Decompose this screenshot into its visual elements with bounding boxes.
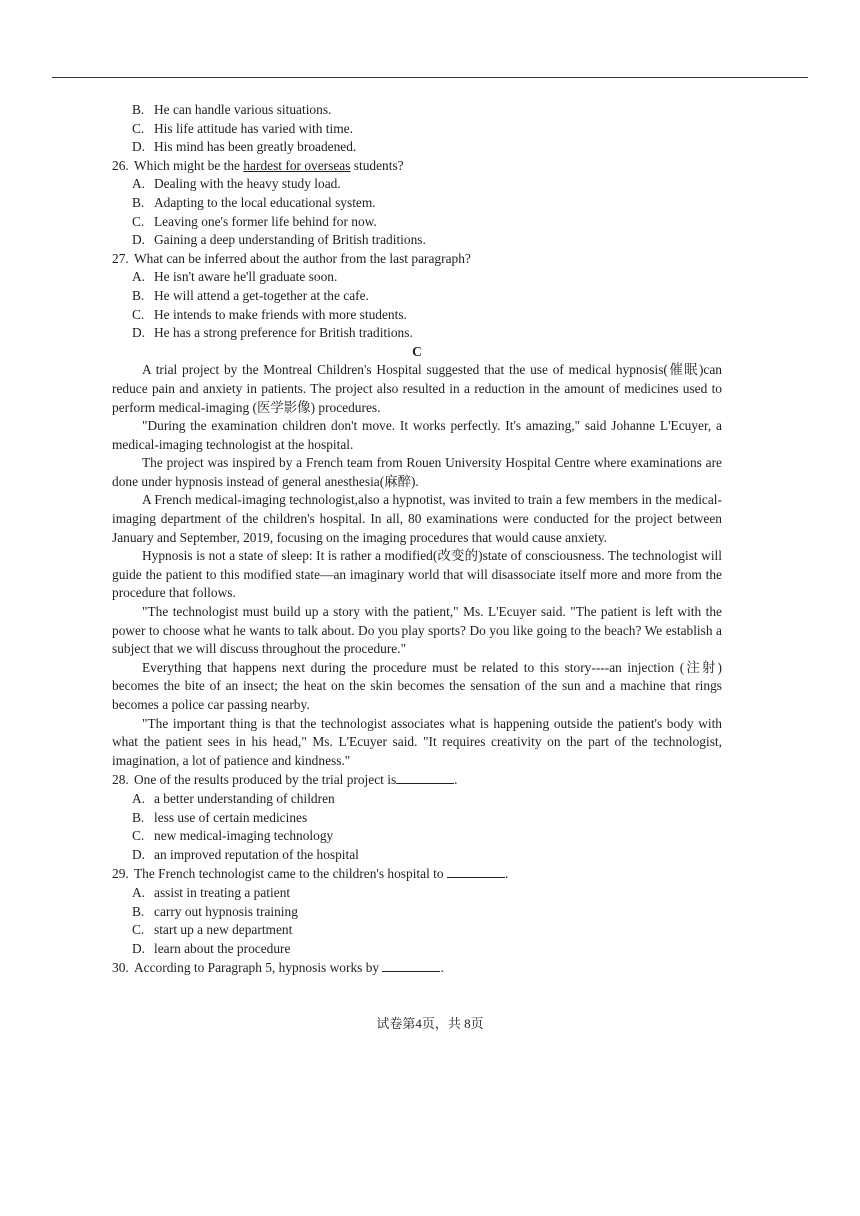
passage-paragraph-1: A trial project by the Montreal Children's Hospital suggested that the use of medical hypnosis(催眠)can reduce pain and anxiety in patients. The project also resulted in a reduction in the amount of medicines used to perform medical-imaging (医学影像) procedures. (112, 362, 722, 415)
option-text: His mind has been greatly broadened. (154, 139, 357, 155)
option-letter: B. (132, 903, 145, 919)
q25-options (112, 101, 722, 157)
option-letter: B. (132, 102, 145, 117)
question-text: One of the results produced by the trial project is (134, 772, 397, 788)
answer-blank (447, 864, 505, 878)
q27-option-d[interactable] (112, 324, 722, 343)
question-underlined-text: hardest for overseas (243, 157, 351, 173)
option-letter: C. (132, 306, 145, 322)
option-text: an improved reputation of the hospital (154, 846, 359, 862)
question-text: Which might be the (134, 157, 244, 173)
question-text-end: . (440, 960, 444, 976)
option-text: start up a new department (154, 922, 293, 938)
passage-paragraph-7: Everything that happens next during the procedure must be related to this story----an injection (注射) becomes the bite of an insect; the heat on the skin becomes the sensation of the sun and a machine that rings becomes a police car passing nearby. (112, 659, 722, 712)
header-rule (52, 77, 808, 78)
question-number: 27. (112, 250, 129, 266)
question-number: 26. (112, 157, 129, 173)
option-text: He intends to make friends with more students. (154, 306, 407, 322)
page-footer: 试卷第4页，共 8页 (376, 1016, 484, 1031)
q29-option-b[interactable] (112, 903, 722, 922)
answer-blank (382, 958, 440, 972)
q25-option-b[interactable] (112, 101, 722, 120)
q27-option-a[interactable] (112, 268, 722, 287)
option-text: new medical-imaging technology (154, 828, 334, 844)
question-number: 28. (112, 772, 129, 788)
question-text-end: . (504, 866, 509, 882)
option-letter: A. (132, 790, 146, 806)
option-text: assist in treating a patient (154, 884, 291, 900)
q29-option-d[interactable] (112, 940, 722, 959)
question-text-end: . (454, 772, 458, 788)
question-text: The French technologist came to the children's hospital to (134, 866, 444, 882)
option-text: Dealing with the heavy study load. (154, 176, 341, 192)
question-number: 29. (112, 866, 129, 882)
option-letter: D. (132, 325, 146, 341)
question-text-end: students? (350, 157, 404, 173)
option-letter: D. (132, 139, 146, 155)
option-letter: A. (132, 269, 146, 285)
option-text: His life attitude has varied with time. (154, 120, 353, 136)
q27-stem (112, 250, 722, 269)
option-text: less use of certain medicines (154, 809, 308, 825)
section-heading: C (412, 343, 422, 359)
option-text: Gaining a deep understanding of British traditions. (154, 232, 426, 248)
option-letter: B. (132, 287, 145, 303)
q25-option-c[interactable] (112, 120, 722, 139)
q29-stem (112, 864, 722, 884)
passage-paragraph-6: "The technologist must build up a story with the patient," Ms. L'Ecuyer said. "The patient is left with the power to choose what he wants to talk about. Do you play sports? Do you like going to the beach? We establish a subject that we will discuss throughout the procedure." (112, 604, 722, 657)
passage-paragraph-8: "The important thing is that the technologist associates what is happening outside the patient's body with what the patient sees in his head," Ms. L'Ecuyer said. "It requires creativity on the part of the technologist, imagination, a lot of patience and kindness." (112, 715, 722, 768)
q28-option-c[interactable] (112, 827, 722, 846)
option-text: He can handle various situations. (154, 102, 332, 117)
passage-paragraph-2: "During the examination children don't move. It works perfectly. It's amazing," said Johanne L'Ecuyer, a medical-imaging technologist at the hospital. (112, 418, 722, 452)
option-text: He will attend a get-together at the cafe. (154, 287, 369, 303)
option-text: Leaving one's former life behind for now. (154, 213, 377, 229)
q28-stem (112, 770, 722, 790)
option-letter: A. (132, 884, 146, 900)
option-letter: D. (132, 232, 146, 248)
q26-stem (112, 157, 722, 176)
q29-option-c[interactable] (112, 921, 722, 940)
option-letter: D. (132, 846, 146, 862)
option-letter: B. (132, 194, 145, 210)
q30-stem (112, 958, 722, 978)
exam-page-content (112, 101, 722, 978)
option-letter: C. (132, 120, 145, 136)
option-text: learn about the procedure (154, 940, 291, 956)
q26-option-c[interactable] (112, 213, 722, 232)
question-text: According to Paragraph 5, hypnosis works by (134, 960, 380, 976)
option-letter: B. (132, 809, 145, 825)
passage-paragraph-3: The project was inspired by a French team from Rouen University Hospital Centre where examinations are done under hypnosis instead of general anesthesia(麻醉). (112, 455, 722, 489)
q26-option-a[interactable] (112, 175, 722, 194)
option-text: He isn't aware he'll graduate soon. (154, 269, 338, 285)
option-letter: C. (132, 213, 145, 229)
q28-option-d[interactable] (112, 846, 722, 865)
q26-option-d[interactable] (112, 231, 722, 250)
option-text: a better understanding of children (154, 790, 335, 806)
question-number: 30. (112, 960, 129, 976)
q27-option-b[interactable] (112, 287, 722, 306)
passage-paragraph-5: Hypnosis is not a state of sleep: It is rather a modified(改变的)state of consciousness. The technologist will guide the patient to this modified state—an imaginary world that will disassociate itself more and more from the procedure that follows. (112, 548, 722, 601)
q29-option-a[interactable] (112, 884, 722, 903)
q28-option-b[interactable] (112, 809, 722, 828)
option-letter: C. (132, 828, 145, 844)
option-letter: C. (132, 922, 145, 938)
q26-option-b[interactable] (112, 194, 722, 213)
q25-option-d[interactable] (112, 138, 722, 157)
option-letter: D. (132, 940, 146, 956)
option-text: Adapting to the local educational system. (154, 194, 376, 210)
option-text: He has a strong preference for British traditions. (154, 325, 413, 341)
option-letter: A. (132, 176, 146, 192)
q27-option-c[interactable] (112, 306, 722, 325)
answer-blank (396, 770, 454, 784)
question-text: What can be inferred about the author from the last paragraph? (134, 250, 471, 266)
option-text: carry out hypnosis training (154, 903, 298, 919)
q28-option-a[interactable] (112, 790, 722, 809)
passage-paragraph-4: A French medical-imaging technologist,also a hypnotist, was invited to train a few members in the medical-imaging department of the children's hospital. In all, 80 examinations were conducted for the project between January and September, 2019, focusing on the imaging procedures that would cause anxiety. (112, 492, 722, 545)
